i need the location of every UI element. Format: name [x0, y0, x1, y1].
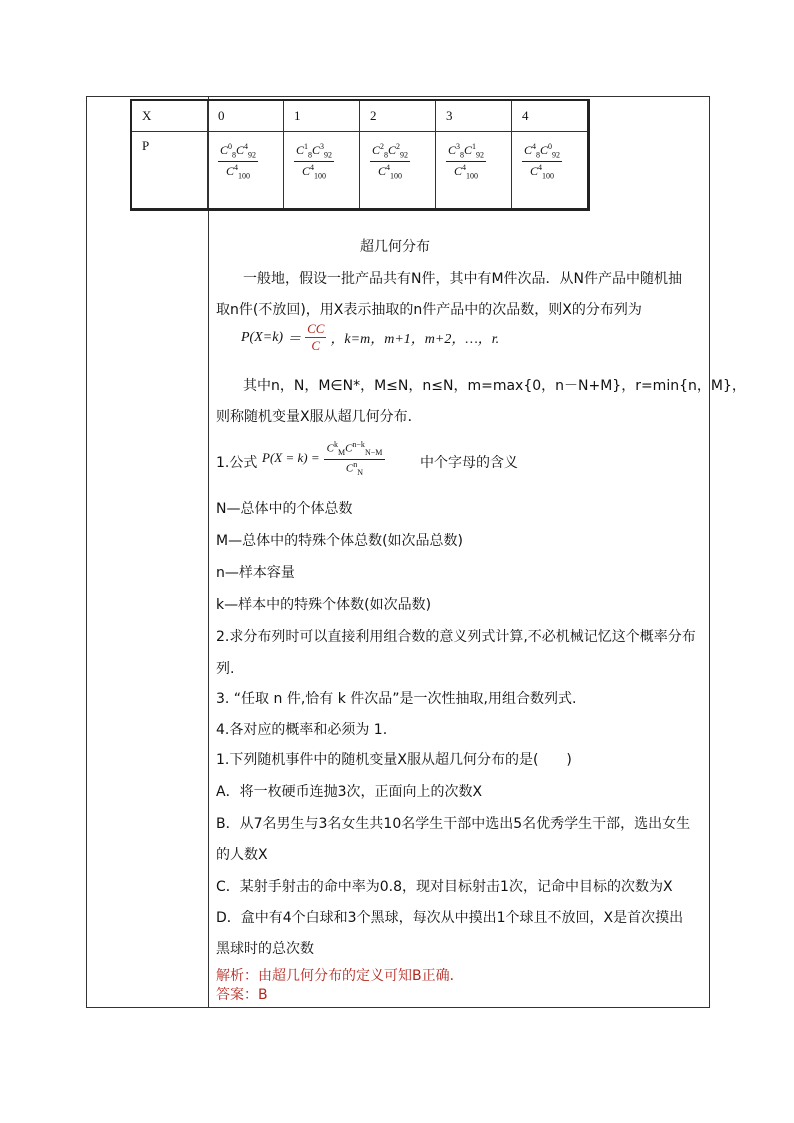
analysis: 解析：由超几何分布的定义可知B正确． — [216, 968, 464, 984]
answer: 答案：B — [216, 987, 268, 1003]
x-value: 0 — [208, 100, 284, 132]
formula2-fraction: $C^k_MC^{n-k}_{N-M}$ $C^n_N$ — [324, 440, 386, 477]
formula-fraction: CC C — [307, 321, 325, 353]
prob-fraction: $\frac{C^1_8C^3_{92}}{C^4_{100}}$ — [296, 142, 333, 181]
note3: 3. “任取 n 件,恰有 k 件次品”是一次性抽取,用组合数列式. — [216, 691, 577, 707]
formula-hypergeometric: P(X = k) = $C^k_MC^{n-k}_{N-M}$ $C^n_N$ — [262, 440, 385, 477]
note-n: n—样本容量 — [216, 565, 295, 581]
formula2-suffix: 中个字母的含义 — [420, 455, 518, 471]
x-value: 3 — [436, 100, 512, 132]
x-value: 4 — [512, 100, 589, 132]
column-divider — [208, 97, 209, 1007]
question: 1.下列随机事件中的随机变量X服从超几何分布的是( ) — [216, 752, 572, 768]
note4: 4.各对应的概率和必须为 1. — [216, 722, 388, 738]
formula-pmf — [241, 321, 499, 354]
para1-line1: 一般地，假设一批产品共有N件，其中有M件次品．从N件产品中随机抽 — [243, 271, 683, 287]
distribution-table — [130, 99, 590, 211]
p-row — [131, 132, 589, 210]
x-header: X — [131, 100, 208, 132]
prob-fraction: $\frac{C^0_8C^4_{92}}{C^4_{100}}$ — [220, 142, 257, 181]
formula2-prefix: 1.公式 — [216, 455, 258, 471]
x-value: 2 — [360, 100, 436, 132]
para2-line2: 则称随机变量X服从超几何分布． — [216, 409, 422, 425]
formula-lhs: P(X=k) — [241, 329, 284, 345]
x-row — [131, 100, 589, 132]
note-k: k—样本中的特殊个体数(如次品数) — [216, 597, 432, 613]
formula-eq: ＝ — [287, 331, 302, 347]
prob-cell — [284, 132, 360, 210]
option-b-line1: B．从7名男生与3名女生共10名学生干部中选出5名优秀学生干部，选出女生 — [216, 816, 691, 832]
prob-cell — [360, 132, 436, 210]
note2-line1: 2.求分布列时可以直接利用组合数的意义列式计算,不必机械记忆这个概率分布 — [216, 629, 696, 645]
x-value: 1 — [284, 100, 360, 132]
prob-cell — [208, 132, 284, 210]
para2-line1: 其中n，N，M∈N*，M≤N，n≤N，m=max{0，n－N+M}，r=min{n，M}， — [243, 378, 746, 394]
p-header: P — [131, 132, 208, 210]
option-a: A．将一枚硬币连抛3次，正面向上的次数X — [216, 784, 483, 800]
formula-tail: ，k=m，m+1，m+2，…，r. — [330, 331, 500, 347]
note-M: M—总体中的特殊个体总数(如次品总数) — [216, 533, 464, 549]
option-b-line2: 的人数X — [216, 847, 268, 863]
section-title: 超几何分布 — [360, 239, 430, 255]
outer-table — [86, 96, 710, 1008]
para1-line2: 取n件(不放回)，用X表示抽取的n件产品中的次品数，则X的分布列为 — [216, 302, 642, 318]
option-c: C．某射手射击的命中率为0.8，现对目标射击1次，记命中目标的次数为X — [216, 879, 673, 895]
prob-cell — [512, 132, 589, 210]
prob-fraction: $\frac{C^2_8C^2_{92}}{C^4_{100}}$ — [372, 142, 409, 181]
option-d-line2: 黑球时的总次数 — [216, 941, 314, 957]
note-N: N—总体中的个体总数 — [216, 501, 353, 517]
prob-fraction: $\frac{C^4_8C^0_{92}}{C^4_{100}}$ — [524, 142, 561, 181]
option-d-line1: D．盒中有4个白球和3个黑球，每次从中摸出1个球且不放回，X是首次摸出 — [216, 910, 684, 926]
note2-line2: 列. — [216, 661, 235, 677]
prob-cell — [436, 132, 512, 210]
prob-fraction: $\frac{C^3_8C^1_{92}}{C^4_{100}}$ — [448, 142, 485, 181]
